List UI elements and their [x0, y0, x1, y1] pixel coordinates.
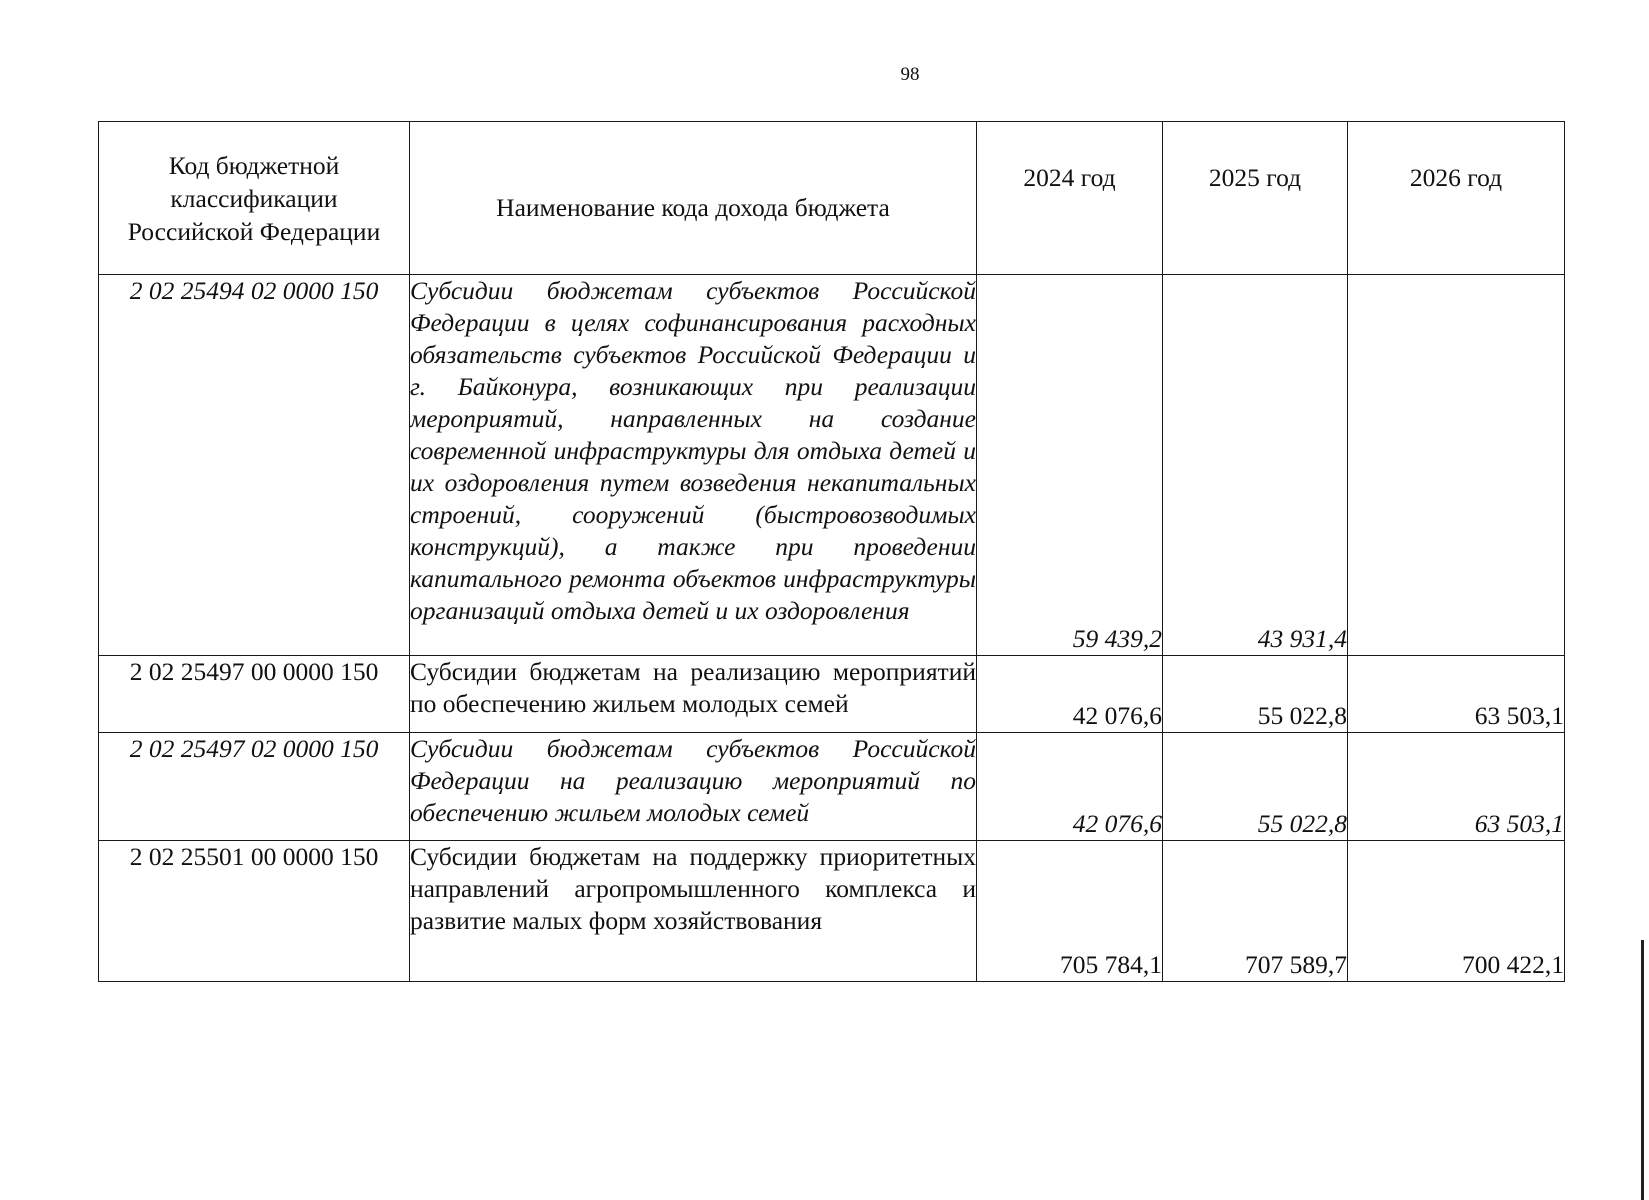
row-amount-2026: 63 503,1	[1348, 656, 1565, 733]
row-amount-2024: 705 784,1	[977, 841, 1163, 982]
row-name: Субсидии бюджетам субъектов Российской Федерации в целях софинансирования расходных обязательств субъектов Российской Федерации и г. Байконура, возникающих при реализации мероприятий, направленных на создание современной инфраструктуры для отдыха детей и их оздоровления путем возведения некапитальных строений, сооружений (быстровозводимых конструкций), а также при проведении капитального ремонта объектов инфраструктуры организаций отдыха детей и их оздоровления	[410, 275, 977, 656]
row-amount-2026: 63 503,1	[1348, 733, 1565, 841]
row-amount-2026	[1348, 275, 1565, 656]
row-amount-2024: 42 076,6	[977, 656, 1163, 733]
table-row	[99, 733, 1565, 841]
budget-revenue-table	[98, 121, 1565, 982]
row-name: Субсидии бюджетам на реализацию мероприятий по обеспечению жильем молодых семей	[410, 656, 977, 733]
page-number: 98	[900, 64, 920, 85]
row-name: Субсидии бюджетам на поддержку приоритетных направлений агропромышленного комплекса и развитие малых форм хозяйствования	[410, 841, 977, 982]
row-code: 2 02 25494 02 0000 150	[99, 275, 410, 656]
row-amount-2024: 59 439,2	[977, 275, 1163, 656]
header-year-2026: 2026 год	[1348, 122, 1565, 275]
table-row	[99, 841, 1565, 982]
row-code: 2 02 25497 00 0000 150	[99, 656, 410, 733]
table-row	[99, 275, 1565, 656]
row-code: 2 02 25497 02 0000 150	[99, 733, 410, 841]
header-code: Код бюджетной классификации Российской Федерации	[99, 122, 410, 275]
table-row	[99, 656, 1565, 733]
row-code: 2 02 25501 00 0000 150	[99, 841, 410, 982]
row-name: Субсидии бюджетам субъектов Российской Федерации на реализацию мероприятий по обеспечению жильем молодых семей	[410, 733, 977, 841]
row-amount-2024: 42 076,6	[977, 733, 1163, 841]
row-amount-2025: 707 589,7	[1163, 841, 1348, 982]
header-year-2025: 2025 год	[1163, 122, 1348, 275]
table-header-row	[99, 122, 1565, 275]
row-amount-2026: 700 422,1	[1348, 841, 1565, 982]
row-amount-2025: 55 022,8	[1163, 656, 1348, 733]
scan-edge-line	[1641, 940, 1644, 1200]
header-name: Наименование кода дохода бюджета	[410, 122, 977, 275]
header-year-2024: 2024 год	[977, 122, 1163, 275]
row-amount-2025: 55 022,8	[1163, 733, 1348, 841]
row-amount-2025: 43 931,4	[1163, 275, 1348, 656]
